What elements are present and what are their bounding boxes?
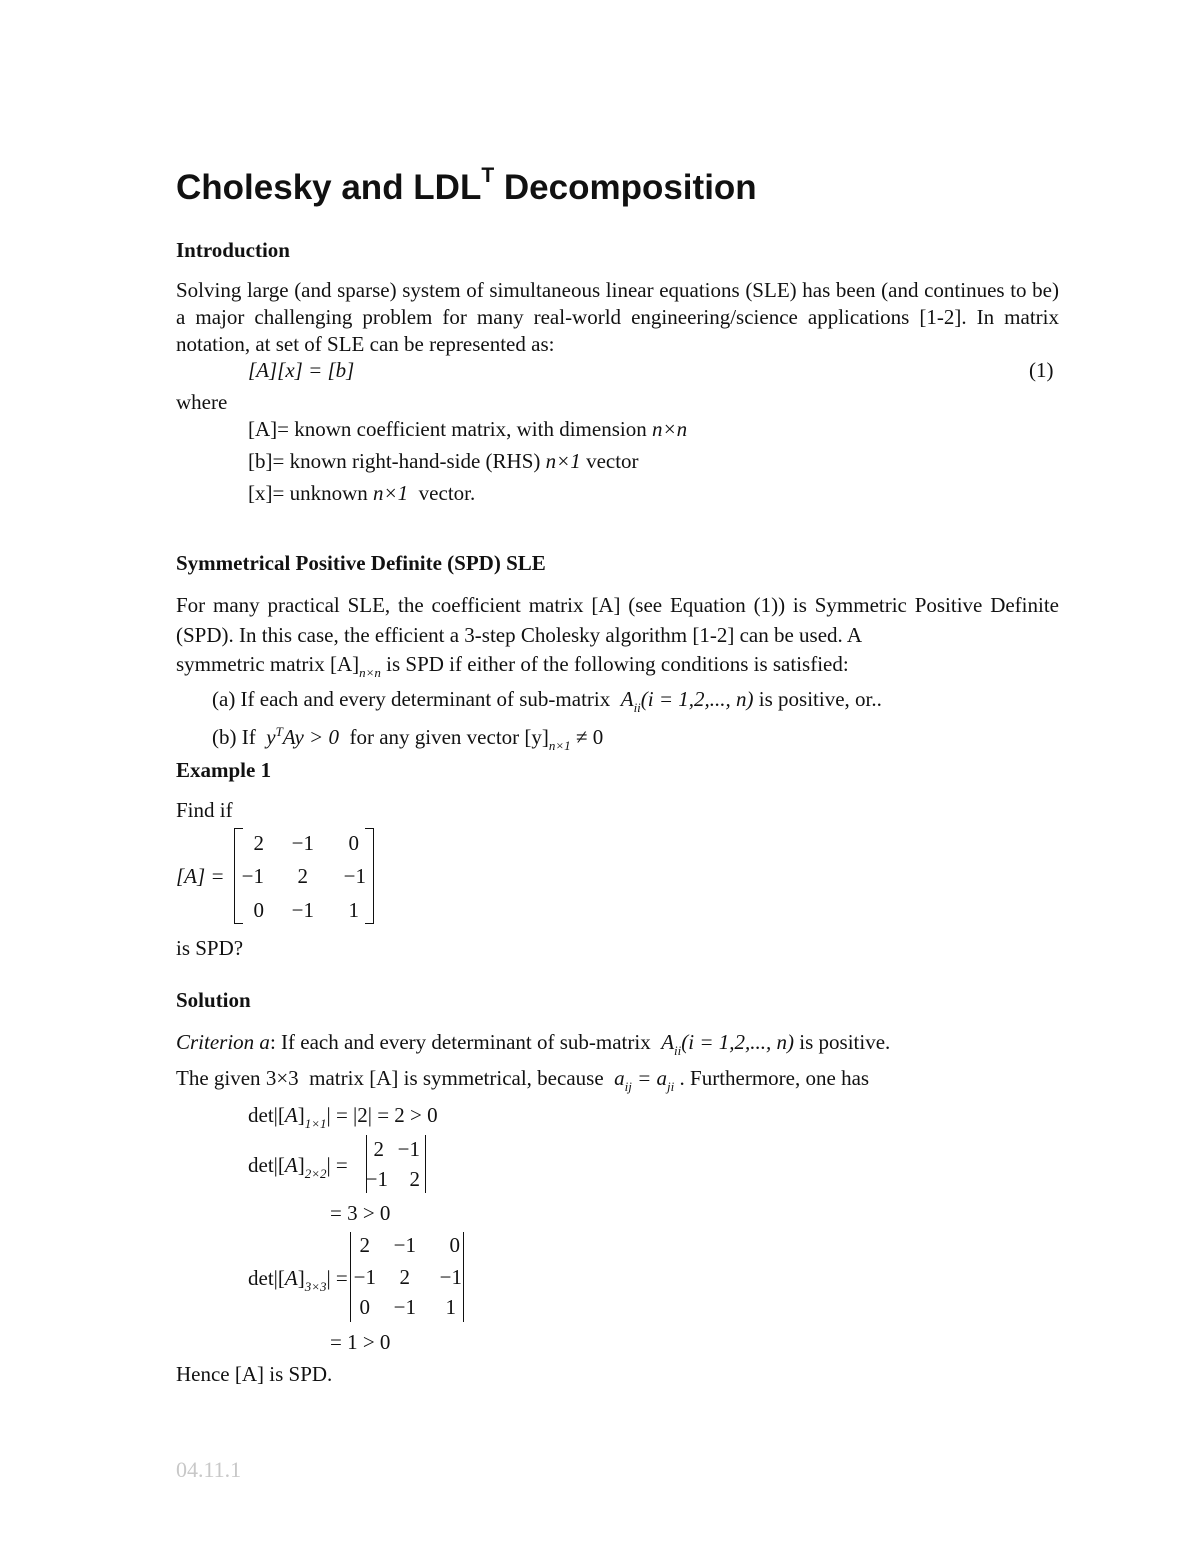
conclusion: Hence [A] is SPD. — [176, 1362, 333, 1386]
det1-sub: 1×1 — [304, 1116, 327, 1131]
definition-x-end: vector. — [418, 481, 476, 505]
definition-b — [248, 449, 639, 474]
symmetry-pre: The given — [176, 1066, 261, 1090]
matrix-cell: 2 — [253, 831, 264, 855]
definition-b-dim: n×1 — [545, 449, 581, 473]
definition-A — [248, 417, 687, 442]
det1-label: det — [248, 1103, 274, 1127]
matrix-cell: 1 — [348, 898, 359, 922]
solution-heading: Solution — [176, 988, 251, 1012]
condition-b-text: (b) If — [212, 725, 256, 749]
spd-symmetric-sub: n×n — [359, 665, 381, 680]
det3-cell: 0 — [449, 1233, 460, 1257]
where-label: where — [176, 390, 228, 414]
det3-cell: −1 — [353, 1265, 376, 1289]
symmetry-sub1: ij — [624, 1079, 632, 1094]
det3-result: = 1 > 0 — [330, 1330, 391, 1354]
criterion-matrix: A — [661, 1030, 675, 1054]
condition-a-post: is positive, or.. — [758, 687, 882, 711]
definition-b-text: [b]= known right-hand-side (RHS) — [248, 449, 541, 473]
symmetry-mid: matrix [A] is symmetrical, because — [309, 1066, 604, 1090]
page-number: 04.11.1 — [176, 1457, 242, 1482]
condition-a-range: (i = 1,2,..., n) — [640, 687, 754, 711]
symmetry-a: a — [614, 1066, 625, 1090]
symmetry-line — [176, 1066, 870, 1094]
det2-label: det — [248, 1153, 274, 1177]
equation-1-number: (1) — [1029, 358, 1054, 382]
matrix-cell: −1 — [343, 864, 366, 888]
condition-b — [212, 724, 604, 753]
matrix-cell: −1 — [291, 831, 314, 855]
condition-a — [212, 687, 882, 715]
definition-x-dim: n×1 — [373, 481, 409, 505]
intro-heading: Introduction — [176, 238, 290, 262]
condition-a-text: (a) If each and every determinant of sub-matrix — [212, 687, 611, 711]
criterion-label: Criterion a — [176, 1030, 270, 1054]
example-question: is SPD? — [176, 936, 244, 960]
title-superscript: T — [481, 164, 495, 187]
symmetry-dim: 3×3 — [265, 1066, 299, 1090]
definition-x — [248, 481, 475, 506]
spd-heading: Symmetrical Positive Definite (SPD) SLE — [176, 551, 546, 575]
det3-cell: 2 — [359, 1233, 370, 1257]
spd-symmetric-text: symmetric matrix [A] — [176, 652, 360, 676]
det3-cell: −1 — [393, 1233, 416, 1257]
example-matrix — [234, 828, 374, 924]
example-heading: Example 1 — [176, 758, 272, 782]
symmetry-end: . Furthermore, one has — [679, 1066, 870, 1090]
criterion-text: : If each and every determinant of sub-matrix — [269, 1030, 651, 1054]
definition-b-end: vector — [586, 449, 639, 473]
criterion-end: is positive. — [799, 1030, 891, 1054]
matrix-cell: −1 — [291, 898, 314, 922]
condition-a-sub: ii — [633, 700, 641, 715]
criterion-range: (i = 1,2,..., n) — [681, 1030, 795, 1054]
determinant-1x1: $\det|[A]_{1\times 1}| = |2| = 2 > 0$ — [248, 1103, 438, 1131]
condition-b-sub: n×1 — [548, 738, 571, 753]
condition-b-sup: T — [275, 724, 283, 739]
spd-paragraph: For many practical SLE, the coefficient matrix [A] (see Equation (1)) is Symmetric Positive Definite (SPD). In this case, the efficient a 3-step Cholesky algorithm [1-2] can be used. A — [176, 593, 1059, 647]
determinant-3x3-matrix — [350, 1232, 466, 1324]
det2-sub: 2×2 — [304, 1166, 327, 1181]
det2-cell: 2 — [373, 1137, 384, 1161]
determinant-2x2-matrix — [366, 1135, 430, 1195]
intro-paragraph: Solving large (and sparse) system of simultaneous linear equations (SLE) has been (and continues to be) a major challenging problem for many real-world engineering/science applications [1-2]. In matrix notation, at set of SLE can be represented as: — [176, 278, 1059, 356]
det2-cell: −1 — [397, 1137, 420, 1161]
matrix-cell: 0 — [348, 831, 359, 855]
det3-cell: 0 — [359, 1295, 370, 1319]
condition-b-mid: for any given vector [y] — [349, 725, 549, 749]
page-title — [176, 164, 757, 208]
det1-rest: = |2| = 2 > 0 — [335, 1103, 438, 1127]
matrix-right-bracket — [365, 828, 374, 924]
example-find: Find if — [176, 798, 233, 822]
det2-cell: 2 — [409, 1167, 420, 1191]
determinant-2x2-label: $\det|[A]_{2\times 2}|$ = — [248, 1153, 348, 1181]
matrix-cell: 2 — [297, 864, 308, 888]
det3-cell: −1 — [393, 1295, 416, 1319]
det3-sub: 3×3 — [304, 1279, 327, 1294]
definition-A-text: [A]= known coefficient matrix, with dimension — [248, 417, 647, 441]
det3-cell: 2 — [399, 1265, 410, 1289]
matrix-cell: 0 — [253, 898, 264, 922]
symmetry-eq: = a — [637, 1066, 668, 1090]
condition-b-end: ≠ 0 — [575, 725, 604, 749]
det3-cell: 1 — [445, 1295, 456, 1319]
title-main: Cholesky and LDL — [176, 168, 482, 207]
condition-a-matrix: A — [620, 687, 634, 711]
definition-A-dim: n×n — [651, 417, 688, 441]
det3-right-bar — [463, 1232, 464, 1322]
det3-label: det — [248, 1266, 274, 1290]
example-lhs: [A] = — [176, 864, 225, 888]
det2-result: = 3 > 0 — [330, 1201, 391, 1225]
symmetry-sub2: ji — [667, 1079, 675, 1094]
equation-1: [A][x] = [b] — [248, 358, 355, 382]
criterion-a — [176, 1030, 891, 1058]
det2-right-bar — [425, 1135, 426, 1193]
definition-x-text: [x]= unknown — [248, 481, 368, 505]
det2-cell: −1 — [365, 1167, 388, 1191]
det3-cell: −1 — [439, 1265, 462, 1289]
spd-paragraph-line3 — [176, 652, 849, 680]
spd-conditions-text: is SPD if either of the following conditions is satisfied: — [386, 652, 849, 676]
condition-b-y: y — [266, 725, 276, 749]
title-rest: Decomposition — [494, 168, 757, 207]
determinant-3x3-label: $\det|[A]_{3\times 3}|$ = — [248, 1266, 348, 1294]
condition-b-expr: Ay > 0 — [282, 725, 339, 749]
criterion-sub: ii — [674, 1043, 682, 1058]
matrix-cell: −1 — [241, 864, 264, 888]
